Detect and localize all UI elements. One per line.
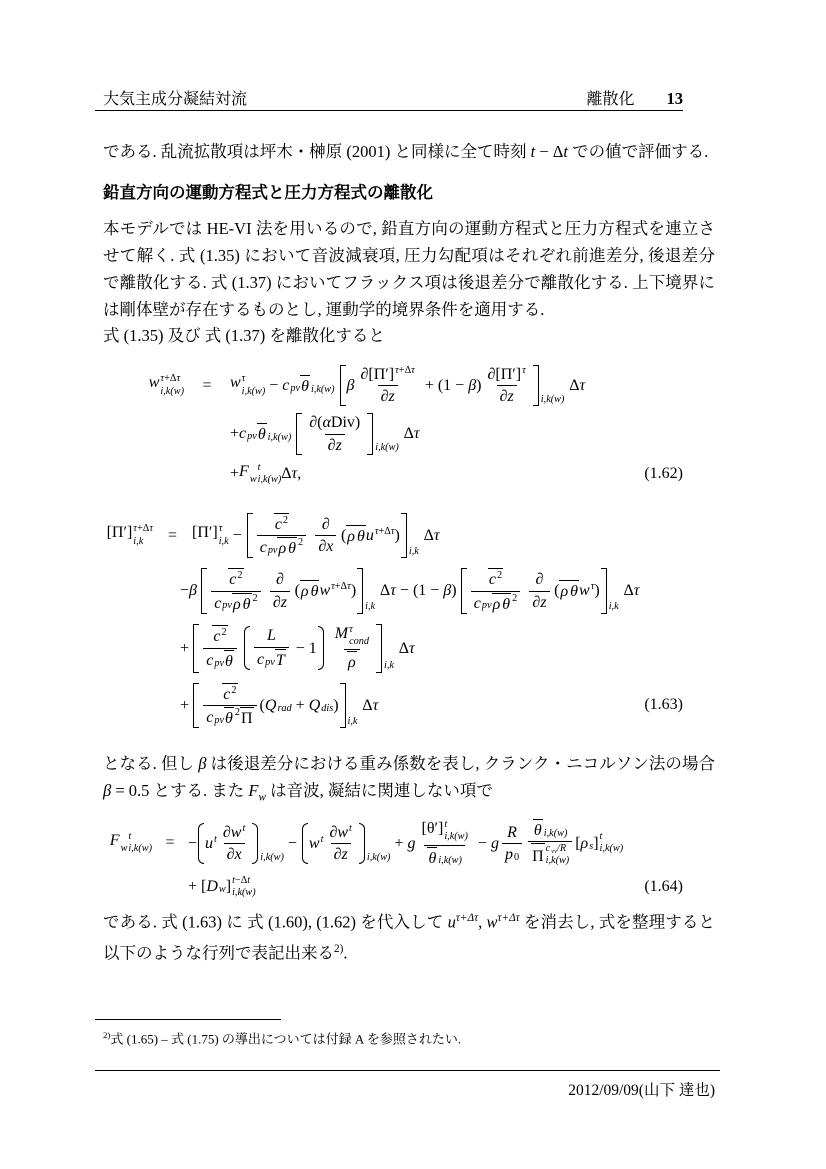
equation-row: + [ D w ] t −Δ t i,k(w) (1.64) bbox=[188, 874, 683, 899]
footer-date: 2012/09/09(山下 達也) bbox=[568, 1082, 715, 1099]
paragraph-model: 本モデルでは HE-VI 法を用いるので, 鉛直方向の運動方程式と圧力方程式を連立させて解く. 式 (1.35) において音波減衰項, 圧力勾配項はそれぞれ前進差分, 後退差分で離散化する. 式 (1.37) においてフラックス項は後退差分で離散化する. 上下境界には剛体壁が存在するものとし, 運動学的境界条件を適用する. bbox=[103, 219, 715, 319]
equation-1-63 bbox=[98, 503, 683, 738]
header-title: 大気主成分凝結対流 bbox=[103, 91, 248, 108]
equation-row: + F w t i,k(w) Δ τ , (1.62) bbox=[230, 461, 683, 486]
footer-rule bbox=[95, 1070, 720, 1071]
page-header bbox=[103, 86, 683, 109]
paragraph-lead-in: 式 (1.35) 及び 式 (1.37) を離散化すると bbox=[103, 326, 385, 345]
equation-number: (1.62) bbox=[644, 465, 683, 483]
section-heading: 鉛直方向の運動方程式と圧力方程式の離散化 bbox=[103, 184, 433, 202]
equation-row: [Π′] τ +Δ τ i,k = [Π′] τ i,k − c 2 c pv ρ θ 2 ∂ ∂ x ( ρ θ u τ +Δ τ ) i,k Δ τ bbox=[106, 515, 440, 558]
header-section-title: 離散化 bbox=[586, 91, 635, 108]
equation-row: + c 2 c pv θ 2 Π ( Q rad + Q dis ) i,k Δ τ (1.63) bbox=[180, 684, 683, 727]
footnote-rule bbox=[95, 1019, 281, 1020]
equation-number: (1.64) bbox=[644, 878, 683, 896]
paragraph-intro: である. 乱流拡散項は坪木・榊原 (2001) と同様に全て時刻 t − Δt での値で評価する. bbox=[103, 142, 709, 161]
equation-row: F w t i,k(w) = − u t ∂ w t ∂ x i,k(w) − w t ∂ w t ∂ z i,k(w) + g [θ′] t i,k(w) θ i,k(w) − g R p 0 θ i,k(w) Π c vv /R i,k(w) [ ρ s ] t i,k(w) bbox=[109, 819, 624, 867]
header-rule bbox=[95, 110, 683, 111]
header-right-group bbox=[586, 86, 683, 109]
equation-row: + c pv θ i,k(w) ∂ ( α Div) ∂ z i,k(w) Δ τ bbox=[230, 414, 420, 454]
equation-1-64 bbox=[103, 812, 683, 906]
equation-number: (1.63) bbox=[644, 696, 683, 714]
equation-1-62 bbox=[103, 358, 683, 493]
equation-row: + c 2 c pv θ L c pv T − 1 M τ cond ρ i,k Δ τ bbox=[180, 623, 415, 672]
paragraph-beta: となる. 但し β は後退差分における重み係数を表し, クランク・ニコルソン法の場合 β = 0.5 とする. また $F_w$ は音波, 凝結に関連しない項で bbox=[103, 754, 715, 804]
page-number: 13 bbox=[666, 89, 683, 108]
footnote: $^{2)}$式 (1.65) – 式 (1.75) の導出については付録 A を参照されたい. bbox=[103, 1030, 462, 1047]
paragraph-matrix: である. 式 (1.63) に 式 (1.60), (1.62) を代入して $u^{\tau+\Delta\tau}$, $w^{\tau+\Delta\tau}$ を消去し, 式を整理すると以下のような行列で表記出来る$^{2)}$. bbox=[103, 912, 716, 962]
equation-row: w τ +Δ τ i,k(w) = w τ i,k(w) − c pv θ i,k(w) β ∂ [Π′] τ +Δ τ ∂ z + (1 − β ) ∂ [Π′] τ ∂ z i,k(w) Δ τ bbox=[148, 365, 586, 406]
equation-row: − β c 2 c pv ρ θ 2 ∂ ∂ z ( ρ θ w τ +Δ τ ) i,k Δ τ − (1 − β ) c 2 c pv ρ θ 2 ∂ ∂ z ( ρ θ w τ ) i,k Δ τ bbox=[180, 570, 640, 613]
